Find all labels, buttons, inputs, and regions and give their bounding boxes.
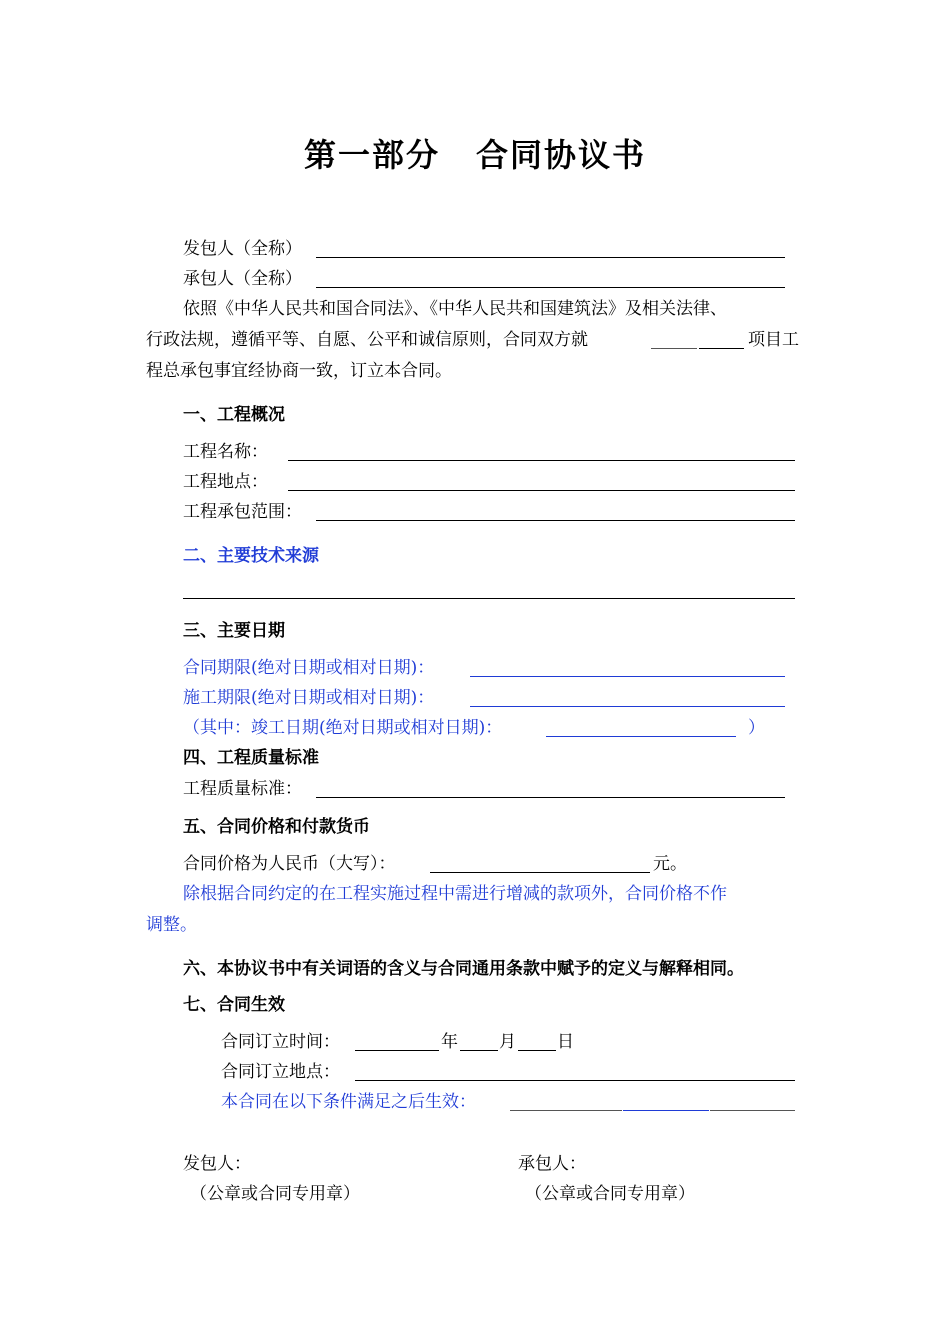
contractor-signature-label: 承包人： [518,1154,586,1174]
effective-condition-input-line-part3[interactable] [710,1110,795,1111]
section-4-heading: 四、工程质量标准 [183,748,319,768]
signing-day-unit: 日 [557,1032,574,1052]
completion-date-input-line[interactable] [546,736,736,737]
contract-price-unit: 元。 [653,854,687,874]
preamble-line-2a: 行政法规，遵循平等、自愿、公平和诚信原则，合同双方就 [146,330,588,350]
project-scope-label: 工程承包范围： [183,502,302,522]
effective-condition-input-line-part1[interactable] [510,1110,622,1111]
section-5-heading: 五、合同价格和付款货币 [183,817,370,837]
contract-price-label: 合同价格为人民币（大写）： [183,854,396,874]
project-name-label: 工程名称： [183,442,268,462]
preamble-line-1: 依照《中华人民共和国合同法》、《中华人民共和国建筑法》及相关法律、 [183,299,727,319]
construction-period-input-line[interactable] [470,706,785,707]
page-title [0,130,950,176]
project-scope-input-line[interactable] [316,520,795,521]
employer-full-name-field[interactable] [316,257,785,258]
employer-full-name-label: 发包人（全称） [183,239,302,259]
price-note-line-1: 除根据合同约定的在工程实施过程中需进行增减的款项外，合同价格不作 [183,884,727,904]
title-part: 第一部分 [303,136,440,174]
employer-signature-label: 发包人： [183,1154,251,1174]
section-2-heading: 二、主要技术来源 [183,546,319,566]
project-location-input-line[interactable] [288,490,795,491]
price-note-line-2: 调整。 [146,915,197,935]
project-name-field-part2[interactable] [699,348,744,349]
signing-day-input-line[interactable] [518,1050,556,1051]
signing-year-unit: 年 [441,1032,458,1052]
contract-term-input-line[interactable] [470,676,785,677]
quality-standard-input-line[interactable] [316,797,785,798]
title-name: 合同协议书 [476,136,647,174]
contractor-full-name-label: 承包人（全称） [183,269,302,289]
quality-standard-label: 工程质量标准： [183,779,302,799]
preamble-line-3: 程总承包事宜经协商一致，订立本合同。 [146,361,452,381]
contract-term-label: 合同期限(绝对日期或相对日期)： [183,658,435,678]
signing-place-input-line[interactable] [355,1080,795,1081]
project-name-field-part1[interactable] [651,348,697,349]
section-7-heading: 七、合同生效 [183,995,285,1015]
signing-month-input-line[interactable] [460,1050,498,1051]
section-1-heading: 一、工程概况 [183,405,285,425]
section-3-heading: 三、主要日期 [183,621,285,641]
project-location-label: 工程地点： [183,472,268,492]
technology-source-input-line[interactable] [183,598,795,599]
completion-date-label: （其中：竣工日期(绝对日期或相对日期)： [183,718,503,738]
effective-condition-input-line-part2[interactable] [623,1110,709,1111]
preamble-line-2b: 项目工 [748,330,799,350]
completion-date-close: ） [748,718,765,738]
signing-month-unit: 月 [499,1032,516,1052]
construction-period-label: 施工期限(绝对日期或相对日期)： [183,688,435,708]
contractor-seal-note: （公章或合同专用章） [525,1184,695,1204]
project-name-input-line[interactable] [288,460,795,461]
effective-condition-label: 本合同在以下条件满足之后生效： [221,1092,476,1112]
contract-price-input-line[interactable] [430,872,650,873]
signing-place-label: 合同订立地点： [221,1062,340,1082]
signing-year-input-line[interactable] [355,1050,439,1051]
contractor-full-name-field[interactable] [316,287,785,288]
employer-seal-note: （公章或合同专用章） [190,1184,360,1204]
signing-time-label: 合同订立时间： [221,1032,340,1052]
section-6-heading: 六、本协议书中有关词语的含义与合同通用条款中赋予的定义与解释相同。 [183,959,744,979]
